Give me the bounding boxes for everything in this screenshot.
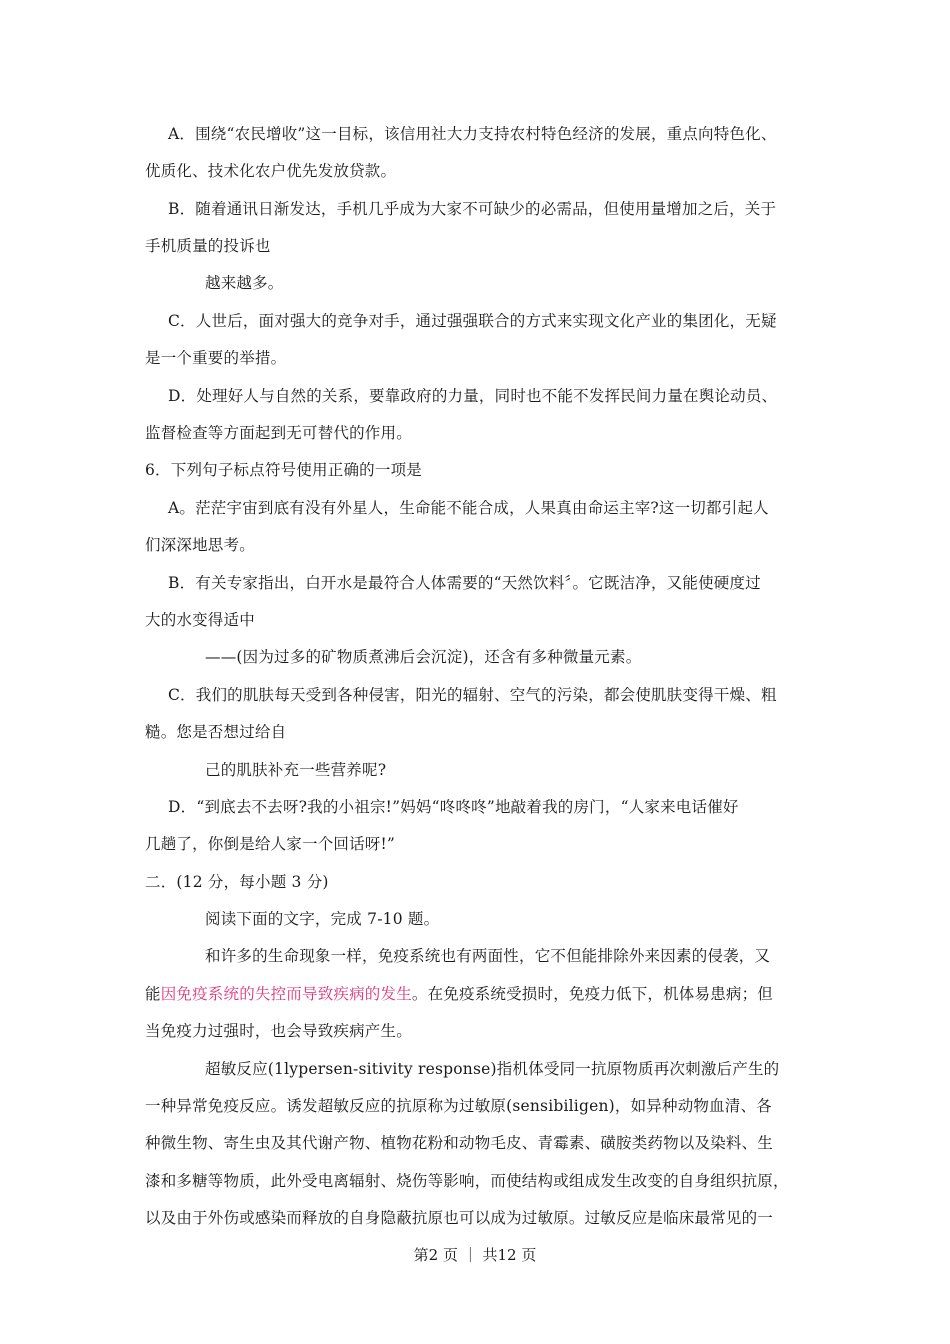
passage-p2-line-1: 超敏反应(1lypersen-sitivity response)指机体受同一抗原物质再次刺激后产生的	[205, 1060, 780, 1078]
q6-option-c-line-3: 己的肌肤补充一些营养呢?	[205, 761, 387, 779]
passage-p2-line-3: 种微生物、寄生虫及其代谢产物、植物花粉和动物毛皮、青霉素、磺胺类药物以及染料、生	[145, 1134, 774, 1152]
option-a-line-2: 优质化、技术化农户优先发放贷款。	[145, 162, 397, 180]
q6-option-d-line-1: D．“到底去不去呀?我的小祖宗!”妈妈“咚咚咚”地敲着我的房门，“人家来电话催好	[168, 798, 739, 816]
passage-p1-line-2	[145, 983, 815, 1005]
q6-option-d-line-2: 几趟了，你倒是给人家一个回话呀!”	[145, 835, 396, 853]
q6-option-a-line-1: A。茫茫宇宙到底有没有外星人，生命能不能合成，人果真由命运主宰?这一切都引起人	[168, 499, 769, 517]
passage-p1-line-1: 和许多的生命现象一样，免疫系统也有两面性，它不但能排除外来因素的侵袭，又	[205, 947, 771, 965]
section-2-heading: 二．(12 分，每小题 3 分)	[145, 873, 329, 891]
option-b-line-2: 手机质量的投诉也	[145, 237, 271, 255]
option-c-line-1: C．人世后，面对强大的竞争对手，通过强强联合的方式来实现文化产业的集团化，无疑	[168, 312, 777, 330]
option-c-line-2: 是一个重要的举措。	[145, 349, 287, 367]
option-d-line-1: D．处理好人与自然的关系，要靠政府的力量，同时也不能不发挥民间力量在舆论动员、	[168, 387, 778, 405]
q6-option-c-line-2: 糙。您是否想过给自	[145, 723, 287, 741]
passage-p2-line-5: 以及由于外伤或感染而释放的自身隐蔽抗原也可以成为过敏原。过敏反应是临床最常见的一	[145, 1209, 774, 1227]
reading-instruction: 阅读下面的文字，完成 7-10 题。	[205, 910, 440, 928]
q6-option-b-line-1: B．有关专家指出，白开水是最符合人体需要的“天然饮料〞。它既洁净，又能使硬度过	[168, 574, 761, 592]
q6-option-a-line-2: 们深深地思考。	[145, 536, 255, 554]
option-b-line-1: B．随着通讯日渐发达，手机几乎成为大家不可缺少的必需品，但使用量增加之后，关于	[168, 200, 777, 218]
passage-p1-line-2-pre: 能	[145, 985, 161, 1003]
page-footer: 第2 页 ｜ 共12 页	[413, 1246, 537, 1264]
passage-p1-line-3: 当免疫力过强时，也会导致疾病产生。	[145, 1022, 412, 1040]
passage-p2-line-4: 漆和多糖等物质，此外受电离辐射、烧伤等影响，而使结构或组成发生改变的自身组织抗原，	[145, 1172, 789, 1190]
question-6-stem: 6．下列句子标点符号使用正确的一项是	[145, 461, 422, 479]
passage-p1-line-2-post: 。在免疫系统受损时，免疫力低下，机体易患病；但	[411, 985, 774, 1003]
highlighted-phrase: 因免疫系统的失控而导致疾病的发生	[160, 985, 412, 1003]
q6-option-c-line-1: C．我们的肌肤每天受到各种侵害，阳光的辐射、空气的污染，都会使肌肤变得干燥、粗	[168, 686, 777, 704]
option-d-line-2: 监督检查等方面起到无可替代的作用。	[145, 424, 412, 442]
passage-p2-line-2: 一种异常免疫反应。诱发超敏反应的抗原称为过敏原(sensibiligen)，如异种动物血清、各	[145, 1097, 772, 1115]
option-a-line-1: A．围绕“农民增收”这一目标，该信用社大力支持农村特色经济的发展，重点向特色化、	[168, 125, 777, 143]
q6-option-b-line-2: 大的水变得适中	[145, 611, 255, 629]
q6-option-b-line-3: ——(因为过多的矿物质煮沸后会沉淀)，还含有多种微量元素。	[205, 648, 642, 666]
option-b-line-3: 越来越多。	[205, 274, 284, 292]
